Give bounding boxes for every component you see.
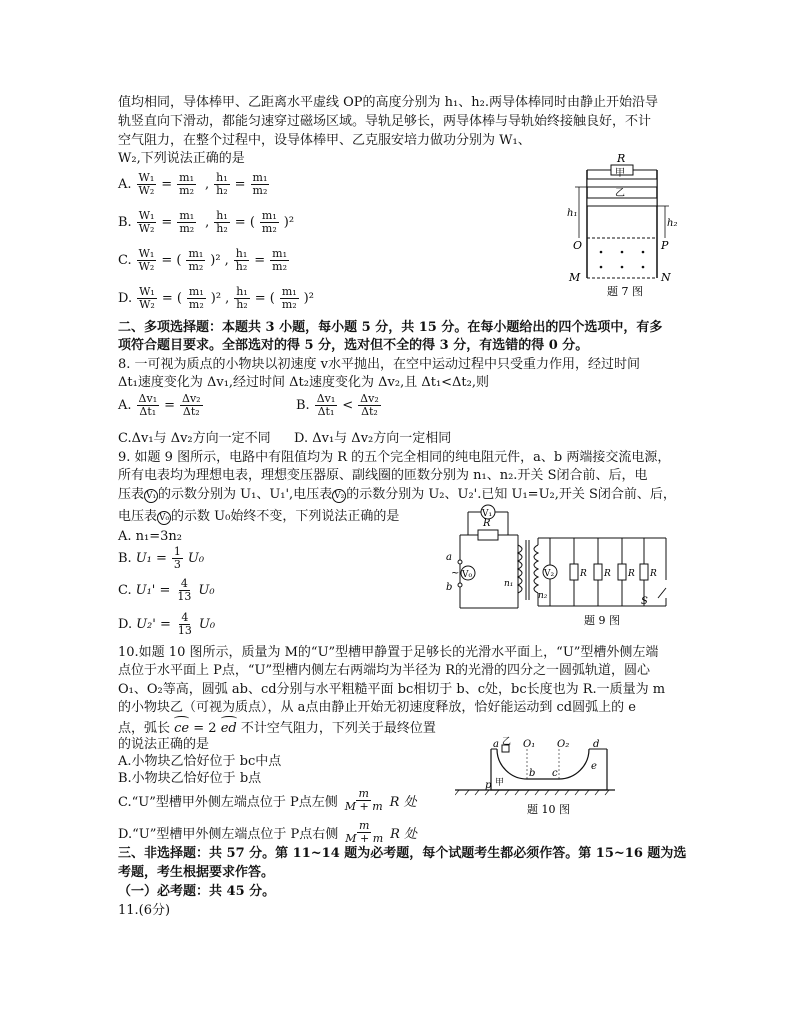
fig10-label-yi: 乙 [502,737,512,747]
fig9-label-ac: ~ [451,568,460,579]
q7-line-3: 空气阻力，在整个过程中，设导体棒甲、乙克服安培力做功分别为 W₁、 [118,133,531,148]
rod-jia [587,179,657,187]
section2-line-1: 二、多项选择题：本题共 3 小题，每小题 5 分，共 15 分。在每小题给出的四个选项中，有多 [118,320,663,335]
svg-text:R: R [650,569,657,579]
q9-option-b: B. U₁ = $\frac{1}{3}$ U₀ [118,545,205,571]
fig7-label-r: R [617,152,626,165]
q8-option-d: D. Δv₁与 Δv₂方向一定相同 [294,431,452,446]
q10-line-6: 的说法正确的是 [118,737,210,752]
fig9-label-v0: V₀ [462,570,473,580]
fig9-label-a: a [446,552,452,563]
figure-10 [455,735,615,817]
fig9-label-n2: n₂ [538,591,548,601]
fig7-caption: 题 7 图 [607,285,643,298]
fig7-label-n: N [661,271,671,284]
q8-option-a: A. $\frac{\text{Δv₁}}{\text{Δt₁}}$ = $\frac{\text{Δv₂}}{\text{Δt₂}}$ [118,392,201,418]
q9-line-1: 9. 如题 9 图所示，电路中有阻值均为 R 的五个完全相同的纯电阻元件，a、b 两端接交流电源， [118,450,671,465]
fig9-primary-coil [518,545,522,593]
voltmeter-v0-icon: V₀ [158,513,170,523]
fig9-label-b: b [446,582,453,593]
fig10-groove-inner [497,749,589,779]
fig10-label-b: b [529,768,536,779]
fig7-label-jia: 甲 [615,168,625,179]
q10-line-5: 点，弧长 ce = 2 ed 不计空气阻力，下列关于最终位置 [118,716,436,738]
q9-option-d: D. U₂' = $\frac{4}{13}$ U₀ [118,611,216,637]
section3-line-3: （一）必考题：共 45 分。 [118,884,276,899]
q9-line-3: 压表 V₁ 的示数分别为 U₁、U₁',电压表 V₂ 的示数分别为 U₂、U₂'.已知 U₁=U₂,开关 S闭合前、后， [118,487,676,502]
fig9-label-r: R [483,518,491,529]
q11-heading: 11.(6分) [118,903,171,918]
section2-line-2: 项符合题目要求。全部选对的得 5 分，选对但不全的得 3 分，有选错的得 0 分。 [118,338,589,353]
q9-option-c: C. U₁' = $\frac{4}{13}$ U₀ [118,577,215,603]
q10-line-4: 的小物块乙（可视为质点），从 a点由静止开始无初速度释放，恰好能运动到 cd圆弧上的 e [118,700,636,715]
svg-text:R: R [604,569,611,579]
fig9-label-v2: V₂ [544,569,555,579]
fig9-label-v1: V₁ [482,509,493,519]
q8-line-1: 8. 一可视为质点的小物块以初速度 v水平抛出，在空中运动过程中只受重力作用，经过时间 [118,357,641,372]
q10-option-d: D.“U”型槽甲外侧左端点位于 P点右侧 $\frac{m}{M + m}$ R 处 [118,819,418,845]
svg-text:R: R [628,569,635,579]
fig9-secondary-coil [534,545,538,593]
fig10-label-o2: O₂ [557,739,570,750]
fig10-label-a: a [493,739,499,750]
q7-line-4: W₂,下列说法正确的是 [118,151,245,166]
svg-text:R: R [580,569,587,579]
section3-line-2: 考题，考生根据要求作答。 [118,865,275,880]
figure-9 [438,500,678,630]
fig10-label-c: c [552,768,558,779]
rod-yi [587,198,657,206]
voltmeter-v2-icon: V₂ [334,491,345,501]
q10-line-3: O₁、O₂等高，圆弧 ab、cd分别与水平粗糙平面 bc相切于 b、c处，bc长度也为 R.一质量为 m [118,682,666,697]
q7-line-1: 值均相同，导体棒甲、乙距离水平虚线 OP的高度分别为 h₁、h₂.两导体棒同时由静止开始沿导 [118,95,658,110]
fig7-label-h2: h₂ [667,218,678,229]
q8-option-b: B. $\frac{\text{Δv₁}}{\text{Δt₁}}$ < $\frac{\text{Δv₂}}{\text{Δt₂}}$ [296,392,379,418]
q8-option-c: C.Δv₁与 Δv₂方向一定不同 [118,431,271,446]
q9-line-4: 电压表 V₀ 的示数 U₀始终不变，下列说法正确的是 [118,509,400,524]
fig10-label-o1: O₁ [523,739,536,750]
fig9-label-n1: n₁ [504,579,514,589]
q10-option-b: B.小物块乙恰好位于 b点 [118,771,262,786]
fig10-label-jia: 甲 [495,778,505,788]
fig7-label-m: M [569,271,581,284]
fig7-label-yi: 乙 [615,188,625,199]
figure-7 [565,150,685,300]
q7-option-b: B. $\frac{\text{W₁}}{\text{W₂}}$ = $\frac{\text{m₁}}{\text{m₂}}$ , $\frac{\text{h₁}}{\text{h₂}}$ = ( $\frac{\text{m₁}}{\text{m₂}}$ )² [118,209,295,235]
fig10-groove-outer [491,749,607,790]
q10-option-c: C.“U”型槽甲外侧左端点位于 P点左侧 $\frac{m}{M + m}$ R 处 [118,787,417,813]
q7-option-a: A. $\frac{\text{W₁}}{\text{W₂}}$ = $\frac{\text{m₁}}{\text{m₂}}$ , $\frac{\text{h₁}}{\text{h₂}}$ = $\frac{\text{m₁}}{\text{m₂}}$ [118,171,268,197]
fig9-switch-s [658,588,666,598]
q7-line-2: 轨竖直向下滑动，都能匀速穿过磁场区域。导轨足够长，两导体棒与导轨始终接触良好，不计 [118,114,652,129]
section3-line-1: 三、非选择题：共 57 分。第 11~14 题为必考题，每个试题考生都必须作答。第 15~16 题为选 [118,846,687,861]
fig9-label-s: S [641,596,648,607]
voltmeter-v1-icon: V₁ [145,491,157,501]
fig7-label-h1: h₁ [567,208,578,219]
q7-option-d: D. $\frac{\text{W₁}}{\text{W₂}}$ = ( $\frac{\text{m₁}}{\text{m₂}}$ )² , $\frac{\text{h₁}}{\text{h₂}}$ = ( $\frac{\text{m₁}}{\text{m₂}}$ )² [118,285,314,311]
q7-option-c: C. $\frac{\text{W₁}}{\text{W₂}}$ = ( $\frac{\text{m₁}}{\text{m₂}}$ )² , $\frac{\text{h₁}}{\text{h₂}}$ = $\frac{\text{m₁}}{\text{m₂}}$ [118,247,287,273]
fig10-label-e: e [591,761,597,772]
fig7-label-o: O [573,239,583,252]
fig7-label-p: P [661,239,669,252]
fig9-resistor-primary [478,530,498,540]
q9-line-2: 所有电表均为理想电表，理想变压器原、副线圈的匝数分别为 n₁、n₂.开关 S闭合前、后，电 [118,468,648,483]
fig10-label-p: p [485,780,492,791]
q8-line-2: Δt₁速度变化为 Δv₁,经过时间 Δt₂速度变化为 Δv₂,且 Δt₁<Δt₂,则 [118,375,490,390]
fig9-caption: 题 9 图 [584,614,620,627]
fig10-label-d: d [593,739,600,750]
q10-line-2: 点位于水平面上 P点，“U”型槽内侧左右两端均为半径为 R的光滑的四分之一圆弧轨道，圆心 [118,663,651,678]
fig10-caption: 题 10 图 [527,803,570,816]
q10-line-1: 10.如题 10 图所示，质量为 M的“U”型槽甲静置于足够长的光滑水平面上，“U”型槽外侧左端 [118,645,659,660]
q9-option-a: A. n₁=3n₂ [118,529,182,544]
q10-option-a: A.小物块乙恰好位于 bc中点 [118,754,282,769]
